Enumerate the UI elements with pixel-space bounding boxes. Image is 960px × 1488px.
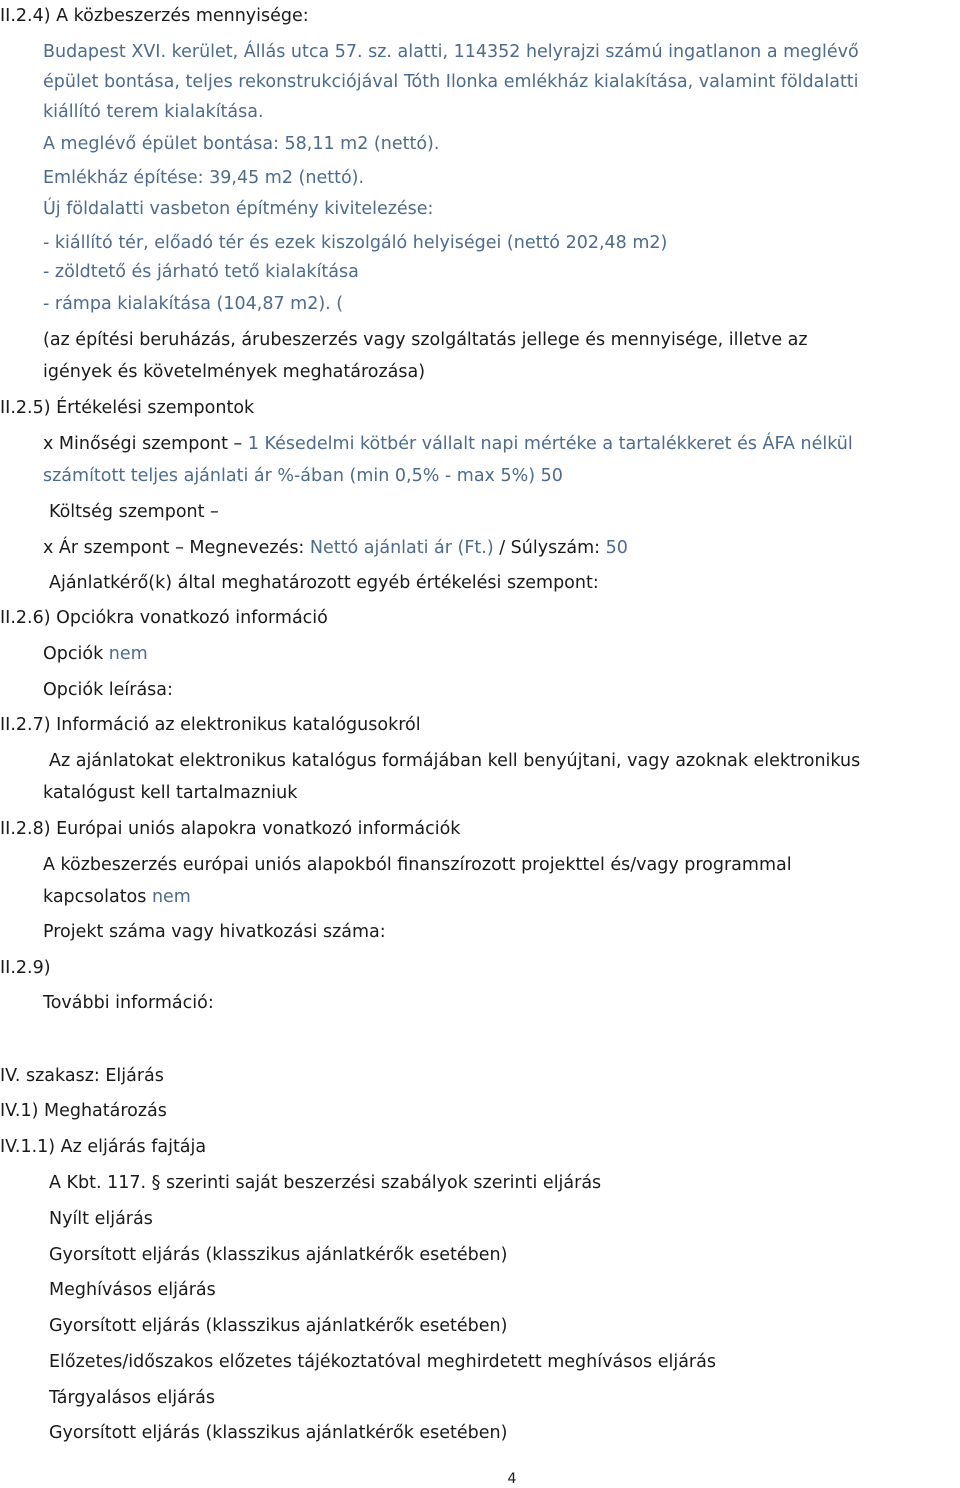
- eu-funds-label: kapcsolatos: [43, 887, 152, 907]
- procedure-type-item: Meghívásos eljárás: [49, 1280, 216, 1300]
- catalogue-line: Az ajánlatokat elektronikus katalógus formájában kell benyújtani, vagy azoknak elektronikus: [49, 751, 861, 771]
- options-description: Opciók leírása:: [43, 680, 173, 700]
- procedure-type-item: Nyílt eljárás: [49, 1209, 153, 1229]
- section-heading-227: II.2.7) Információ az elektronikus katalógusokról: [0, 715, 421, 735]
- section-heading-iv: IV. szakasz: Eljárás: [0, 1066, 164, 1086]
- other-criterion: Ajánlatkérő(k) által meghatározott egyéb értékelési szempont:: [49, 573, 599, 593]
- quantity-line: Emlékház építése: 39,45 m2 (nettó).: [43, 168, 365, 188]
- procedure-type-item: Gyorsított eljárás (klasszikus ajánlatkérők esetében): [49, 1423, 508, 1443]
- quantity-note: igények és követelmények meghatározása): [43, 362, 426, 382]
- cost-criterion: Költség szempont –: [49, 502, 219, 522]
- subsection-iv-1-1: IV.1.1) Az eljárás fajtája: [0, 1137, 207, 1157]
- quantity-line: Új földalatti vasbeton építmény kivitelezése:: [43, 199, 434, 219]
- quantity-line: kiállító terem kialakítása.: [43, 102, 264, 122]
- catalogue-line: katalógust kell tartalmazniuk: [43, 783, 298, 803]
- eu-funds-row: [43, 884, 191, 910]
- quality-value: 1 Késedelmi kötbér vállalt napi mértéke a tartalékkeret és ÁFA nélkül: [247, 434, 853, 454]
- section-heading-224: II.2.4) A közbeszerzés mennyisége:: [0, 6, 309, 26]
- options-value: nem: [108, 644, 148, 664]
- eu-funds-line: A közbeszerzés európai uniós alapokból finanszírozott projekttel és/vagy programmal: [43, 855, 792, 875]
- procedure-type-item: Tárgyalásos eljárás: [49, 1388, 215, 1408]
- subsection-iv-1: IV.1) Meghatározás: [0, 1101, 167, 1121]
- quantity-line: - zöldtető és járható tető kialakítása: [43, 262, 359, 282]
- price-name: Nettó ajánlati ár (Ft.): [309, 538, 494, 558]
- quality-criterion: [43, 431, 853, 457]
- procedure-type-item: Gyorsított eljárás (klasszikus ajánlatkérők esetében): [49, 1245, 508, 1265]
- quantity-line: - rámpa kialakítása (104,87 m2). (: [43, 294, 344, 314]
- quality-label: x Minőségi szempont –: [43, 434, 248, 454]
- price-weight-label: / Súlyszám:: [493, 538, 606, 558]
- price-label: x Ár szempont – Megnevezés:: [43, 538, 310, 558]
- quantity-line: épület bontása, teljes rekonstrukciójával Tóth Ilonka emlékház kialakítása, valamint földalatti: [43, 72, 859, 92]
- procedure-type-item: Gyorsított eljárás (klasszikus ajánlatkérők esetében): [49, 1316, 508, 1336]
- procedure-type-item: A Kbt. 117. § szerinti saját beszerzési szabályok szerinti eljárás: [49, 1173, 602, 1193]
- section-heading-226: II.2.6) Opciókra vonatkozó információ: [0, 608, 328, 628]
- options-label: Opciók: [43, 644, 109, 664]
- quantity-line: Budapest XVI. kerület, Állás utca 57. sz. alatti, 114352 helyrajzi számú ingatlanon a meglévő: [43, 42, 859, 62]
- project-number-label: Projekt száma vagy hivatkozási száma:: [43, 922, 386, 942]
- price-criterion: [43, 535, 628, 561]
- price-weight: 50: [605, 538, 628, 558]
- eu-funds-value: nem: [151, 887, 191, 907]
- further-info-label: További információ:: [43, 993, 214, 1013]
- quantity-line: - kiállító tér, előadó tér és ezek kiszolgáló helyiségei (nettó 202,48 m2): [43, 233, 668, 253]
- section-heading-229: II.2.9): [0, 958, 51, 978]
- quantity-note: (az építési beruházás, árubeszerzés vagy szolgáltatás jellege és mennyisége, illetve az: [43, 330, 808, 350]
- section-heading-228: II.2.8) Európai uniós alapokra vonatkozó információk: [0, 819, 461, 839]
- procedure-type-item: Előzetes/időszakos előzetes tájékoztatóval meghirdetett meghívásos eljárás: [49, 1352, 716, 1372]
- quantity-line: A meglévő épület bontása: 58,11 m2 (nettó).: [43, 134, 440, 154]
- section-heading-225: II.2.5) Értékelési szempontok: [0, 398, 255, 418]
- options-row: [43, 641, 148, 667]
- quality-value-cont: számított teljes ajánlati ár %-ában (min 0,5% - max 5%) 50: [43, 466, 563, 486]
- page-number: 4: [507, 1471, 517, 1487]
